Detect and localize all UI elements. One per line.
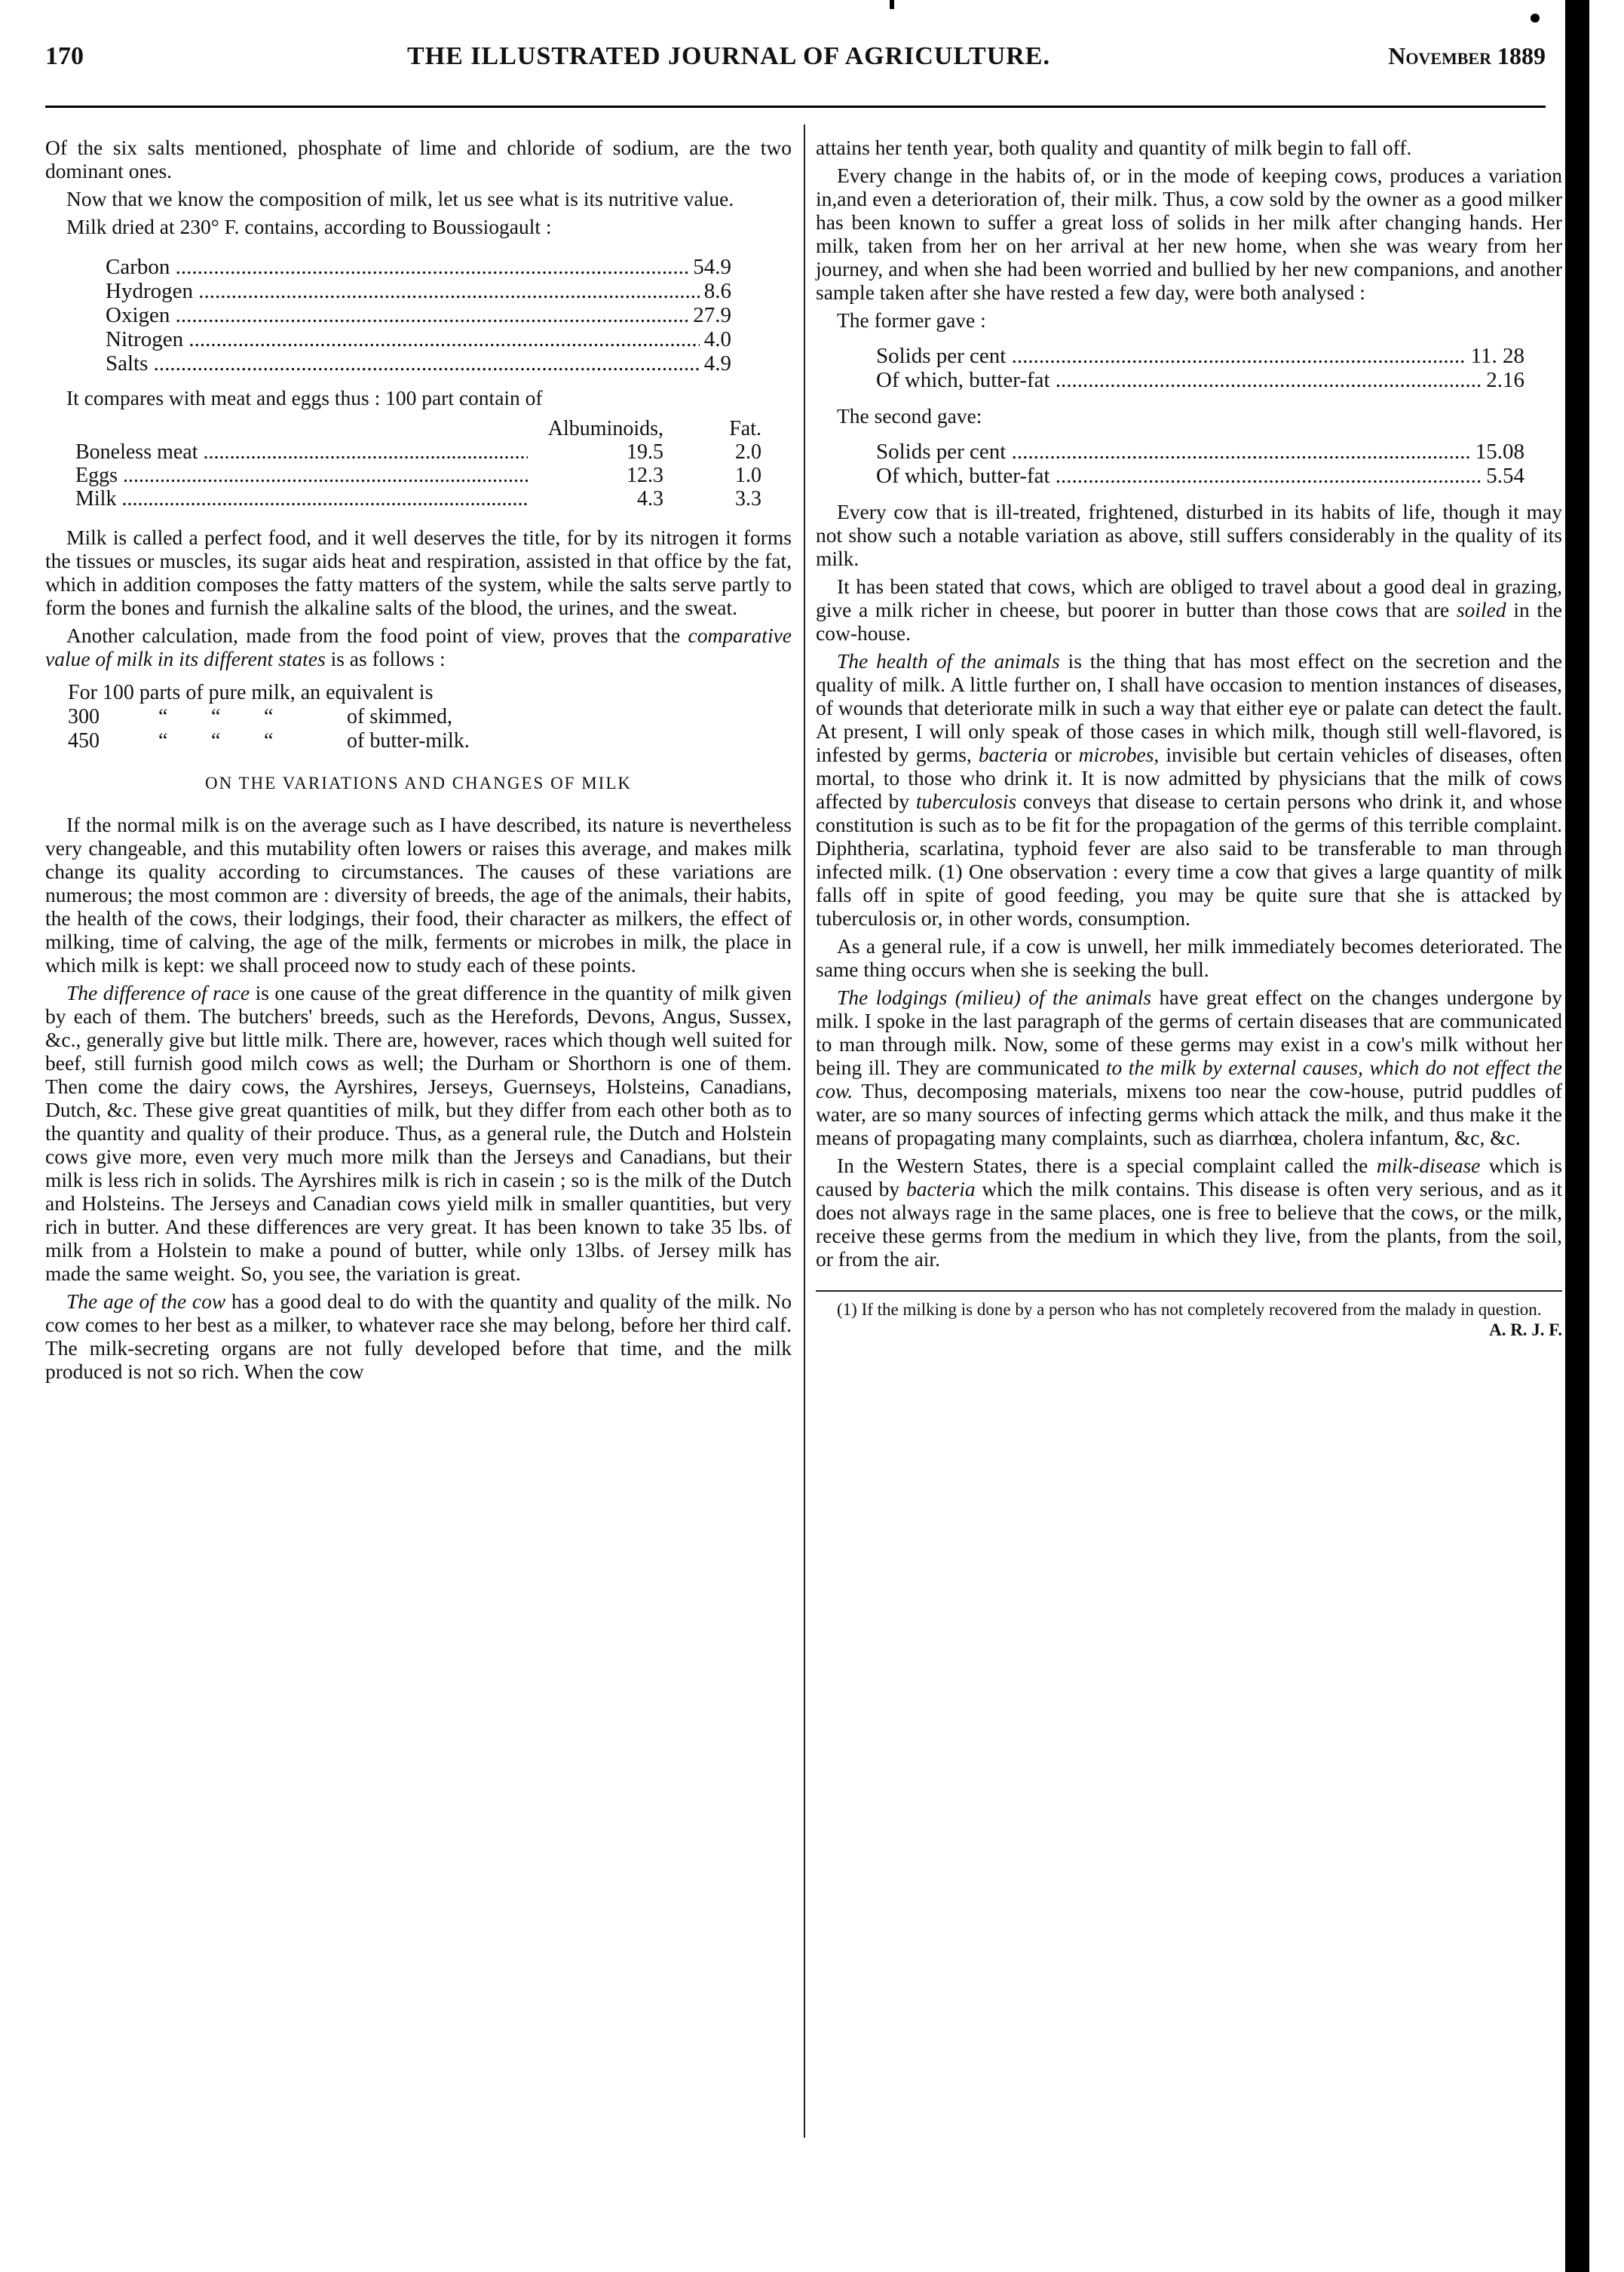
row-label: Solids per cent ..... [876, 440, 1471, 464]
albuminoids-value: 4.3 [637, 487, 663, 511]
row-value: 54.9 [693, 255, 731, 279]
paragraph: In the Western States, there is a special complaint called the milk-disease which is caused by bacteria which the milk contains. This disease is often very serious, and as it does not always rage in the same places, one is free to believe that the cows, or the milk, receive these germs from the medium in which they live, from the plants, from the soil, or from the air. [816, 1154, 1562, 1271]
row-label: Hydrogen ..... [106, 279, 700, 303]
emphasis: The difference of race [66, 981, 250, 1004]
row-value: 8.6 [703, 279, 731, 303]
albuminoids-value: 12.3 [627, 464, 663, 487]
equivalent-row: 450 “ “ “ of butter-milk. [68, 729, 470, 753]
emphasis: The lodgings (milieu) of the animals [837, 986, 1152, 1009]
milk-equivalents [68, 681, 792, 753]
page-number: 170 [45, 42, 84, 70]
fat-value: 3.3 [735, 487, 761, 511]
emphasis: bacteria [978, 743, 1048, 766]
row-label: Boneless meat ..... [75, 440, 528, 464]
emphasis: tuberculosis [915, 790, 1017, 813]
footnote [816, 1299, 1562, 1339]
meat-eggs-milk-table [75, 417, 761, 511]
paragraph: The health of the animals is the thing that has most effect on the secretion and the quality of milk. A little further on, I shall have occasion to mention instances of diseases, of wounds that deteriorate milk in such a way that either eye or palate can detect the fault. At present, I will only speak of those cases in which milk, though still well-flavored, is infested by germs, bacteria or microbes, invisible but certain vehicles of diseases, often mortal, to those who drink it. It is now admitted by physicians that the milk of cows affected by tuberculosis conveys that disease to certain persons who drink it, and whose constitution is such as to be fit for the propagation of the germs of this terrible complaint. Diphtheria, scarlatina, typhoid fever are also said to be transferable to man through infected milk. (1) One observation : every time a cow that gives a large quantity of milk falls off in spite of good feeding, you may be quite sure that she is attacked by tuberculosis or, in other words, consumption. [816, 649, 1562, 930]
footnote-text: (1) If the milking is done by a person who has not completely recovered from the malady in question. [837, 1300, 1542, 1319]
albuminoids-value: 19.5 [627, 440, 663, 464]
emphasis: milk-disease [1376, 1154, 1481, 1177]
row-label: Eggs ..... [75, 464, 528, 487]
row-value: 4.9 [703, 351, 731, 376]
paragraph: Milk is called a perfect food, and it well deserves the title, for by its nitrogen it forms the tissues or muscles, its sugar aids heat and respiration, assisted in that office by the fat, which in addition composes the fatty matters of the system, while the salts serve partly to form the bones and furnish the alkaline salts of the blood, the urines, and the sweat. [45, 526, 792, 619]
table-row [106, 351, 731, 376]
header-rule [45, 106, 1546, 108]
table-header [75, 417, 761, 440]
section-heading: ON THE VARIATIONS AND CHANGES OF MILK [205, 774, 632, 793]
paragraph: Of the six salts mentioned, phosphate of lime and chloride of sodium, are the two dominant ones. [45, 136, 792, 182]
journal-title: THE ILLUSTRATED JOURNAL OF AGRICULTURE. [407, 42, 1050, 70]
paragraph: Now that we know the composition of milk, let us see what is its nutritive value. [66, 187, 734, 210]
fat-value: 1.0 [735, 464, 761, 487]
row-value: 5.54 [1486, 464, 1524, 488]
issue-date: November 1889 [1388, 42, 1546, 69]
emphasis: microbes [1078, 743, 1154, 766]
table-row [75, 487, 761, 511]
row-label: Of which, butter-fat ..... [876, 368, 1482, 392]
second-analysis-table [876, 440, 1524, 488]
emphasis: comparative value of milk in its different states [45, 624, 792, 670]
paragraph: It has been stated that cows, which are obliged to travel about a good deal in grazing, give a milk richer in cheese, but poorer in butter than those cows that are soiled in the cow-house. [816, 575, 1562, 645]
row-value: 2.16 [1486, 368, 1524, 392]
caption: The former gave : [837, 308, 986, 332]
author-initials: A. R. J. F. [1489, 1320, 1562, 1339]
paragraph: It compares with meat and eggs thus : 100 part contain of [66, 386, 543, 409]
table-row [106, 279, 731, 303]
paragraph: The lodgings (milieu) of the animals have great effect on the changes undergone by milk. I spoke in the last paragraph of the germs of certain diseases that are communicated to man through milk. Now, some of these germs may exist in a cow's milk without her being ill. They are communicated to the milk by external causes, which do not effect the cow. Thus, decomposing materials, mixens too near the cow-house, putrid puddles of water, are so many sources of infecting germs which attack the milk, and thus make it the means of propagating many complaints, such as diarrhœa, cholera infantum, &c, &c. [816, 986, 1562, 1149]
paragraph: attains her tenth year, both quality and quantity of milk begin to fall off. [816, 136, 1412, 159]
table-row [75, 440, 761, 464]
emphasis: soiled [1456, 598, 1506, 621]
column-header-albuminoids: Albuminoids, [547, 417, 663, 440]
scan-edge-bar [1565, 0, 1589, 2272]
right-column [816, 136, 1562, 1340]
table-row [106, 303, 731, 327]
emphasis: The health of the animals [837, 649, 1060, 673]
equivalents-intro: For 100 parts of pure milk, an equivalent is [68, 681, 434, 704]
equivalent-row: 300 “ “ “ of skimmed, [68, 705, 452, 728]
emphasis: to the milk by external causes, which do not effect the cow. [816, 1056, 1562, 1102]
paragraph: Every change in the habits of, or in the mode of keeping cows, produces a variation in,and even a deterioration of, their milk. Thus, a cow sold by the owner as a good milker has been known to suffer a great loss of solids in her milk after changing hands. Her milk, taken from her on her arrival at her new home, when she was weary from her journey, and when she had been worried and bullied by her new companions, and another sample taken after she have rested a few day, were both analysed : [816, 164, 1562, 304]
row-value: 27.9 [693, 303, 731, 327]
paragraph: The difference of race is one cause of the great difference in the quantity of milk given by each of them. The butchers' breeds, such as the Herefords, Devons, Angus, Sussex, &c., generally give but little milk. There are, however, races which though well suited for beef, still furnish good milch cows as well; the Durham or Shorthorn is one of them. Then come the dairy cows, the Ayrshires, Jerseys, Guernseys, Holsteins, Canadians, Dutch, &c. These give great quantities of milk, but they differ from each other both as to the quantity and quality of their produce. Thus, as a general rule, the Dutch and Holstein cows give more, even very much more milk than the Jerseys and Canadians, but their milk is less rich in solids. The Ayrshires milk is rich in casein ; so is the milk of the Dutch and Holsteins. The Jerseys and Canadian cows yield milk in smaller quantities, but very rich in butter. And these differences are very great. It has been known to take 35 lbs. of milk from a Holstein to make a pound of butter, while only 13lbs. of Jersey milk has made the same weight. So, you see, the variation is great. [45, 981, 792, 1285]
row-label: Carbon ..... [106, 255, 688, 279]
emphasis: bacteria [905, 1177, 976, 1200]
running-header [45, 42, 1546, 80]
left-column [45, 136, 792, 1387]
row-value: 4.0 [703, 327, 731, 351]
row-label: Solids per cent ..... [876, 344, 1466, 368]
column-header-fat: Fat. [729, 417, 761, 440]
row-label: Nitrogen ..... [106, 327, 700, 351]
page-edge-mark [890, 0, 894, 9]
row-label: Salts ..... [106, 351, 700, 376]
footnote-rule [816, 1290, 1562, 1292]
row-value: 15.08 [1475, 440, 1524, 464]
row-value: 11. 28 [1470, 344, 1524, 368]
milk-composition-table [106, 255, 731, 376]
emphasis: The age of the cow [66, 1289, 226, 1313]
table-row [876, 440, 1524, 464]
table-row [106, 327, 731, 351]
paragraph: The age of the cow has a good deal to do with the quantity and quality of the milk. No cow comes to her best as a milker, to whatever race she may belong, before her third calf. The milk-secreting organs are not fully developed before that time, and the milk produced is not so rich. When the cow [45, 1289, 792, 1383]
row-label: Oxigen ..... [106, 303, 688, 327]
table-row [876, 344, 1524, 368]
ink-dot [1531, 14, 1540, 23]
caption: The second gave: [837, 404, 982, 428]
fat-value: 2.0 [735, 440, 761, 464]
table-row [106, 255, 731, 279]
paragraph: If the normal milk is on the average such as I have described, its nature is nevertheless very changeable, and this mutability often lowers or raises this average, and makes milk change its quality according to circumstances. The causes of these variations are numerous; the most common are : diversity of breeds, the age of the animals, their habits, the health of the cows, their lodgings, their food, their character as milkers, the effect of milking, time of calving, the age of the milk, ferments or microbes in milk, the place in which milk is kept: we shall proceed now to study each of these points. [45, 813, 792, 977]
table-row [876, 368, 1524, 392]
table-row [876, 464, 1524, 488]
table-row [75, 464, 761, 487]
row-label: Of which, butter-fat ..... [876, 464, 1482, 488]
paragraph: As a general rule, if a cow is unwell, her milk immediately becomes deteriorated. The same thing occurs when she is seeking the bull. [816, 934, 1562, 981]
paragraph: Milk dried at 230° F. contains, according to Boussiogault : [66, 215, 552, 238]
row-label: Milk ..... [75, 487, 528, 511]
former-analysis-table [876, 344, 1524, 392]
paragraph: Every cow that is ill-treated, frightened, disturbed in its habits of life, though it may not show such a notable variation as above, still suffers considerably in the quality of its milk. [816, 500, 1562, 570]
column-divider [804, 124, 805, 2138]
paragraph: Another calculation, made from the food point of view, proves that the comparative value of milk in its different states is as follows : [45, 624, 792, 670]
